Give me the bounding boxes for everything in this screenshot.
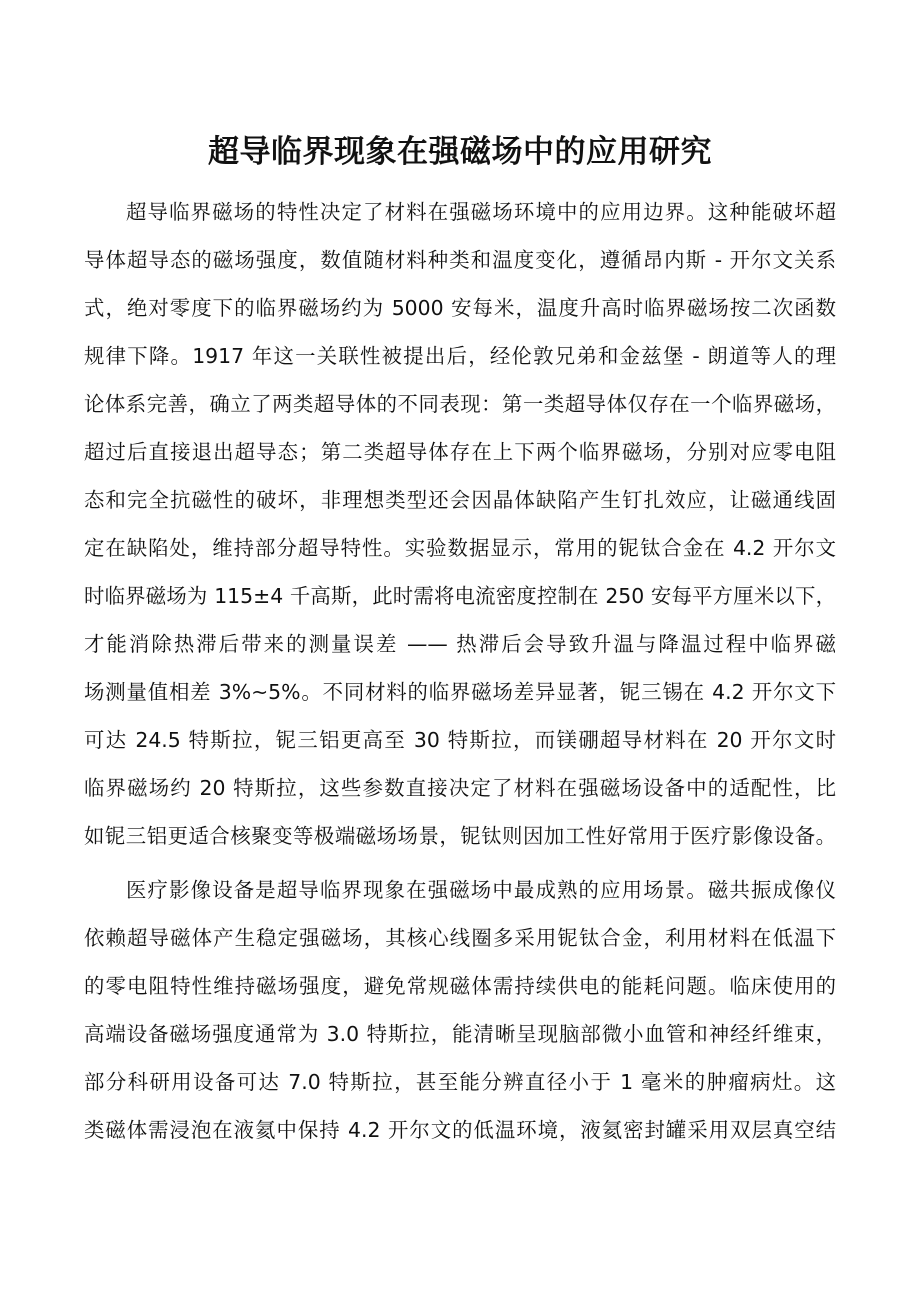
text-line: 高端设备磁场强度通常为 3.0 特斯拉，能清晰呈现脑部微小血管和神经纤维束， <box>84 1022 836 1046</box>
text-line: 论体系完善，确立了两类超导体的不同表现：第一类超导体仅存在一个临界磁场， <box>84 392 836 416</box>
text-line: 部分科研用设备可达 7.0 特斯拉，甚至能分辨直径小于 1 毫米的肿瘤病灶。这 <box>84 1070 836 1094</box>
text-line: 时临界磁场为 115±4 千高斯，此时需将电流密度控制在 250 安每平方厘米以下， <box>84 584 836 608</box>
text-line: 类磁体需浸泡在液氦中保持 4.2 开尔文的低温环境，液氦密封罐采用双层真空结 <box>84 1118 836 1142</box>
text-line: 规律下降。1917 年这一关联性被提出后，经伦敦兄弟和金兹堡 - 朗道等人的理 <box>84 344 836 368</box>
text-line: 的零电阻特性维持磁场强度，避免常规磁体需持续供电的能耗问题。临床使用的 <box>84 974 836 998</box>
text-line: 场测量值相差 3%~5%。不同材料的临界磁场差异显著，铌三锡在 4.2 开尔文下 <box>84 680 836 704</box>
text-line: 定在缺陷处，维持部分超导特性。实验数据显示，常用的铌钛合金在 4.2 开尔文 <box>84 536 836 560</box>
text-line: 可达 24.5 特斯拉，铌三铝更高至 30 特斯拉，而镁硼超导材料在 20 开尔文时 <box>84 728 836 752</box>
text-line: 才能消除热滞后带来的测量误差 —— 热滞后会导致升温与降温过程中临界磁 <box>84 632 836 656</box>
text-line: 超过后直接退出超导态；第二类超导体存在上下两个临界磁场，分别对应零电阻 <box>84 440 836 464</box>
text-line: 如铌三铝更适合核聚变等极端磁场场景，铌钛则因加工性好常用于医疗影像设备。 <box>84 824 836 848</box>
text-line: 依赖超导磁体产生稳定强磁场，其核心线圈多采用铌钛合金，利用材料在低温下 <box>84 926 836 950</box>
page-title: 超导临界现象在强磁场中的应用研究 <box>208 134 712 170</box>
text-line: 医疗影像设备是超导临界现象在强磁场中最成熟的应用场景。磁共振成像仪 <box>126 878 836 902</box>
text-line: 式，绝对零度下的临界磁场约为 5000 安每米，温度升高时临界磁场按二次函数 <box>84 296 836 320</box>
text-line: 超导临界磁场的特性决定了材料在强磁场环境中的应用边界。这种能破坏超 <box>126 200 836 224</box>
text-line: 导体超导态的磁场强度，数值随材料种类和温度变化，遵循昂内斯 - 开尔文关系 <box>84 248 836 272</box>
text-line: 态和完全抗磁性的破坏，非理想类型还会因晶体缺陷产生钉扎效应，让磁通线固 <box>84 488 836 512</box>
text-line: 临界磁场约 20 特斯拉，这些参数直接决定了材料在强磁场设备中的适配性，比 <box>84 776 836 800</box>
